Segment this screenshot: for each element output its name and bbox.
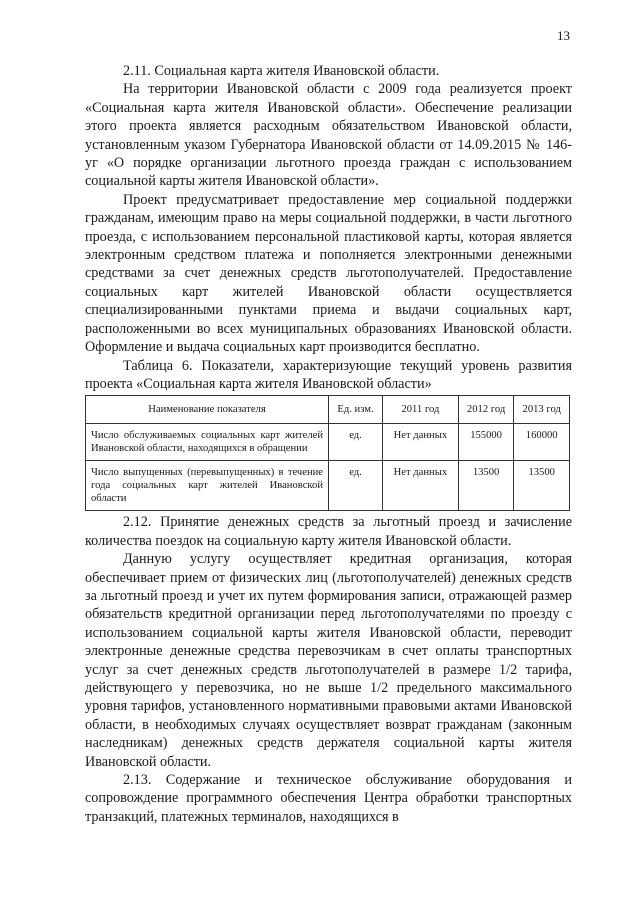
column-header-unit: Ед. изм. [329, 396, 383, 424]
column-header-2013: 2013 год [514, 396, 570, 424]
page-number: 13 [557, 28, 570, 43]
value-2012: 13500 [458, 461, 514, 511]
section-2-11-paragraph-1: На территории Ивановской области с 2009 года реализуется проект «Социальная карта жителя Ивановской области». Обеспечение реализации этого проекта является расходным обязательством Ивановской области, установленным указом Губернатора Ивановской области от 14.09.2015 № 146-уг «О порядке организации льготного проезда граждан с использованием социальной карты жителя Ивановской области». [85, 81, 572, 190]
value-2012: 155000 [458, 424, 514, 461]
section-2-13-heading: 2.13. Содержание и техническое обслуживание оборудования и сопровождение программного обеспечения Центра обработки транспортных транзакций, платежных терминалов, находящихся в [85, 772, 572, 825]
section-2-12-paragraph-1: Данную услугу осуществляет кредитная организация, которая обеспечивает прием от физических лиц (льготополучателей) денежных средств за льготный проезд и учет их путем формирования записи, отражающей размер обязательств кредитной организации перед льготополучателями по проезду с использованием социальной карты жителя Ивановской области, переводит электронные денежные средства перевозчикам в счет оплаты транспортных услуг за счет денежных средств льготополучателей в размере 1/2 тарифа, действующего у перевозчика, но не выше 1/2 предельного максимального уровня тарифов, установленного нормативными правовыми актами Ивановской области, в необходимых случаях осуществляет возврат гражданам (законным наследникам) денежных средств держателя социальной карты жителя Ивановской области. [85, 551, 572, 770]
section-2-12-heading: 2.12. Принятие денежных средств за льготный проезд и зачисление количества поездок на социальную карту жителя Ивановской области. [85, 514, 572, 549]
column-header-2011: 2011 год [383, 396, 459, 424]
table-6-caption: Таблица 6. Показатели, характеризующие текущий уровень развития проекта «Социальная карта жителя Ивановской области» [85, 357, 572, 392]
column-header-name: Наименование показателя [86, 396, 329, 424]
value-2011: Нет данных [383, 424, 459, 461]
indicators-table [85, 395, 570, 511]
table-row [86, 424, 570, 461]
section-2-11-heading: 2.11. Социальная карта жителя Ивановской области. [123, 63, 440, 79]
column-header-2012: 2012 год [458, 396, 514, 424]
section-2-11-paragraph-2: Проект предусматривает предоставление мер социальной поддержки гражданам, имеющим право на меры социальной поддержки, в части льготного проезда, с использованием персональной пластиковой карты, которая является электронным средством платежа и пополняется электронными денежными средствами за счет денежных средств льготополучателей. Предоставление социальных карт жителей Ивановской области осуществляется специализированными пунктами приема и выдачи социальных карт, расположенными во всех муниципальных образованиях Ивановской области. Оформление и выдача социальных карт производится бесплатно. [85, 191, 572, 356]
table-header-row [86, 396, 570, 424]
value-2013: 160000 [514, 424, 570, 461]
value-2013: 13500 [514, 461, 570, 511]
document-body [85, 62, 572, 826]
indicator-name: Число обслуживаемых социальных карт жителей Ивановской области, находящихся в обращении [86, 424, 329, 461]
indicator-unit: ед. [329, 461, 383, 511]
indicator-name: Число выпущенных (перевыпущенных) в течение года социальных карт жителей Ивановской области [86, 461, 329, 511]
value-2011: Нет данных [383, 461, 459, 511]
indicator-unit: ед. [329, 424, 383, 461]
table-row [86, 461, 570, 511]
